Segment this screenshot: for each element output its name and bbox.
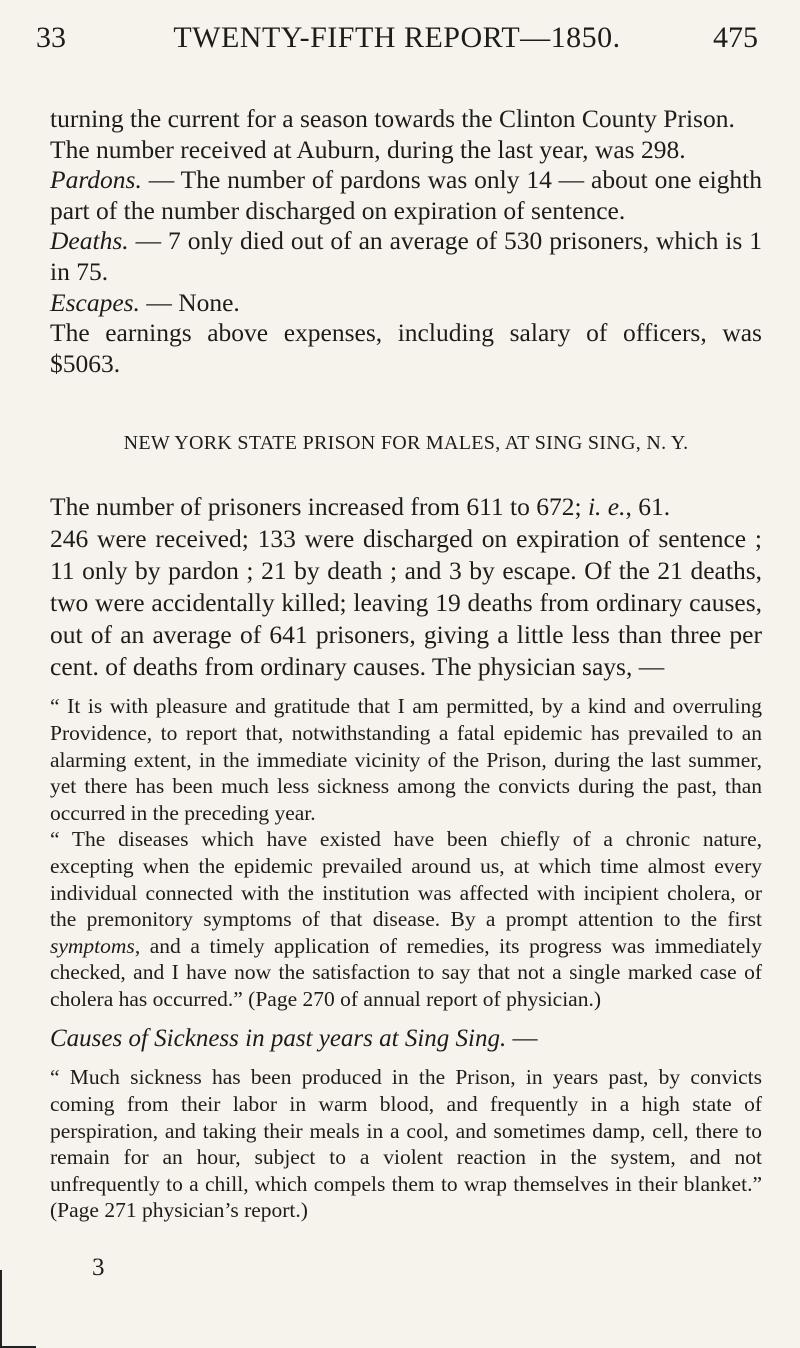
paragraph-pardons bbox=[50, 165, 762, 226]
page-header bbox=[36, 18, 758, 58]
increase-text: The number of prisoners increased from 611 to 672; bbox=[50, 492, 588, 522]
right-page-number: 475 bbox=[713, 21, 758, 54]
quote-2-symptoms: symptoms bbox=[50, 933, 135, 958]
left-page-number: 33 bbox=[36, 21, 66, 54]
escapes-label: Escapes. bbox=[50, 287, 140, 317]
paragraph-received-discharged: 246 were received; 133 were discharged on expiration of sentence ; 11 only by pardon ; 21 by death ; and 3 by escape. Of the 21 deaths, two were accidentally killed; leaving 19 deaths from ordinary causes, out of an average of 641 prisoners, giving a little less than three per cent. of deaths from ordinary causes. The physician says, — bbox=[50, 524, 762, 682]
paragraph-deaths bbox=[50, 226, 762, 287]
signature-mark: 3 bbox=[92, 1254, 105, 1281]
quote-physician-3: “ Much sickness has been produced in the Prison, in years past, by convicts coming from their labor in warm blood, and frequently in a high state of perspiration, and taking their meals in a cool, and sometimes damp, cell, there to remain for an hour, subject to a violent reaction in the system, and not unfrequently to a chill, which compels them to wrap themselves in their blanket.” (Page 271 physician’s report.) bbox=[50, 1065, 762, 1223]
paragraph-prisoners-increased bbox=[50, 491, 762, 523]
subheading-dash: — bbox=[506, 1025, 538, 1053]
subheading-text: Causes of Sickness in past years at Sing Sing. bbox=[50, 1025, 507, 1053]
paragraph-escapes bbox=[50, 288, 762, 319]
running-title: TWENTY-FIFTH REPORT—1850. bbox=[173, 21, 621, 54]
deaths-label: Deaths. bbox=[50, 226, 129, 256]
page-body bbox=[50, 104, 762, 1224]
page-edge-line bbox=[0, 1270, 2, 1348]
ie-abbrev: i. e. bbox=[587, 492, 626, 522]
deaths-text: — 7 only died out of an average of 530 prisoners, which is 1 in 75. bbox=[50, 226, 762, 286]
pardons-text: — The number of pardons was only 14 — about one eighth part of the number discharged on expiration of sentence. bbox=[50, 165, 762, 225]
paragraph-clinton: turning the current for a season towards the Clinton County Prison. bbox=[50, 104, 735, 133]
paragraph-earnings: The earnings above expenses, including salary of officers, was $5063. bbox=[50, 318, 762, 378]
quote-2-part-2: , and a timely application of remedies, its progress was immediately checked, and I have now the satisfaction to say that not a single marked case of cholera has occurred.” (Page 270 of annual report of physician.) bbox=[50, 933, 762, 1011]
paragraph-auburn-received: The number received at Auburn, during the last year, was 298. bbox=[50, 134, 686, 164]
quote-physician-1: “ It is with pleasure and gratitude that I am permitted, by a kind and overruling Providence, to report that, notwithstanding a fatal epidemic has prevailed to an alarming extent, in the immediate vicinity of the Prison, during the last summer, yet there has been much less sickness among the convicts during the past, than occurred in the preceding year. bbox=[50, 694, 762, 825]
quote-2-part-1: “ The diseases which have existed have been chiefly of a chronic nature, excepting when the epidemic prevailed around us, at which time almost every individual connected with the institution was affected with incipient cholera, or the premonitory symptoms of that disease. By a prompt attention to the first bbox=[50, 827, 762, 932]
subheading-causes-of-sickness bbox=[50, 1024, 762, 1054]
increase-value: , 61. bbox=[625, 492, 671, 522]
section-heading-sing-sing: NEW YORK STATE PRISON FOR MALES, AT SING SING, N. Y. bbox=[123, 432, 689, 455]
escapes-text: — None. bbox=[139, 287, 240, 317]
pardons-label: Pardons. bbox=[50, 165, 142, 195]
quote-physician-2 bbox=[50, 826, 762, 1012]
